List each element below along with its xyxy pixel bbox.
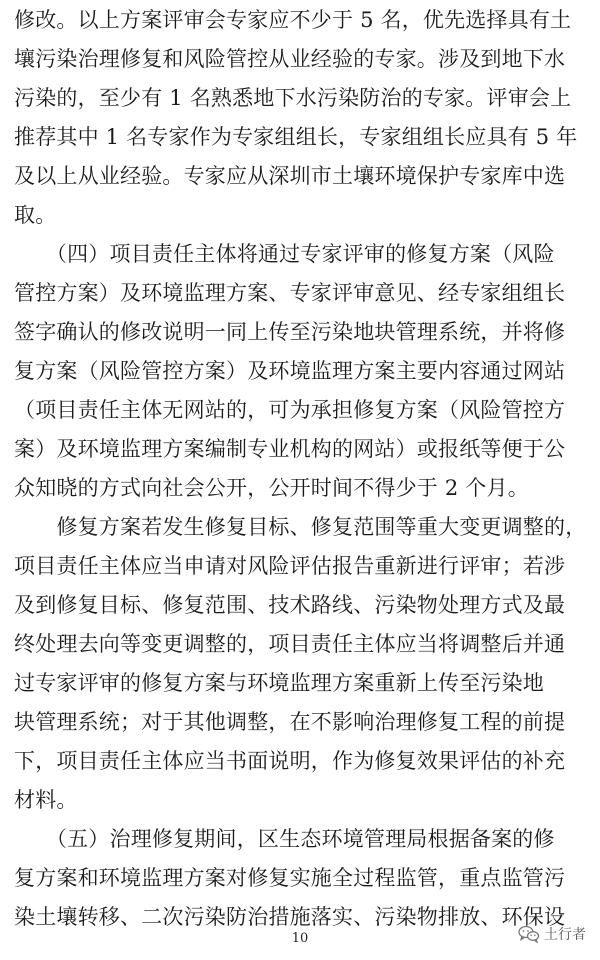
text-line: （项目责任主体无网站的，可为承担修复方案（风险管控方 <box>14 398 566 422</box>
text-line: （四）项目责任主体将通过专家评审的修复方案（风险 <box>14 242 555 266</box>
text-line: 下，项目责任主体应当书面说明，作为修复效果评估的补充 <box>14 749 566 773</box>
text-line: 项目责任主体应当申请对风险评估报告重新进行评审；若涉 <box>14 554 566 578</box>
text-line: 众知晓的方式向社会公开，公开时间不得少于 2 个月。 <box>14 476 529 500</box>
text-line: 管控方案）及环境监理方案、专家评审意见、经专家组组长 <box>14 281 566 305</box>
text-line: 复方案（风险管控方案）及环境监理方案主要内容通过网站 <box>14 359 566 383</box>
text-line: 染土壤转移、二次污染防治措施落实、污染物排放、环保设 <box>14 905 566 929</box>
text-line: 及以上从业经验。专家应从深圳市土壤环境保护专家库中选 <box>14 164 566 188</box>
text-line: 终处理去向等变更调整的，项目责任主体应当将调整后并通 <box>14 632 566 656</box>
text-line: 及到修复目标、修复范围、技术路线、污染物处理方式及最 <box>14 593 566 617</box>
text-line: 复方案和环境监理方案对修复实施全过程监管，重点监管污 <box>14 866 566 890</box>
text-line: 块管理系统；对于其他调整，在不影响治理修复工程的前提 <box>14 710 566 734</box>
text-line: 过专家评审的修复方案与环境监理方案重新上传至污染地 <box>14 671 544 695</box>
text-line: 推荐其中 1 名专家作为专家组组长，专家组组长应具有 5 年 <box>14 125 578 149</box>
text-line: 污染的，至少有 1 名熟悉地下水污染防治的专家。评审会上 <box>14 86 572 110</box>
text-line: 案）及环境监理方案编制专业机构的网站）或报纸等便于公 <box>14 437 566 461</box>
watermark-label: 土行者 <box>544 927 586 943</box>
text-line: 签字确认的修改说明一同上传至污染地块管理系统，并将修 <box>14 320 566 344</box>
text-line: 取。 <box>14 203 57 227</box>
text-line: 修复方案若发生修复目标、修复范围等重大变更调整的， <box>14 515 587 539</box>
page-number: 10 <box>291 931 309 946</box>
watermark <box>518 924 586 944</box>
text-line: 修改。以上方案评审会专家应不少于 5 名，优先选择具有土 <box>14 8 572 32</box>
text-line: 材料。 <box>14 788 78 812</box>
text-line: 壤污染治理修复和风险管控从业经验的专家。涉及到地下水 <box>14 47 566 71</box>
text-line: （五）治理修复期间，区生态环境管理局根据备案的修 <box>14 827 555 851</box>
wechat-icon <box>518 925 540 943</box>
